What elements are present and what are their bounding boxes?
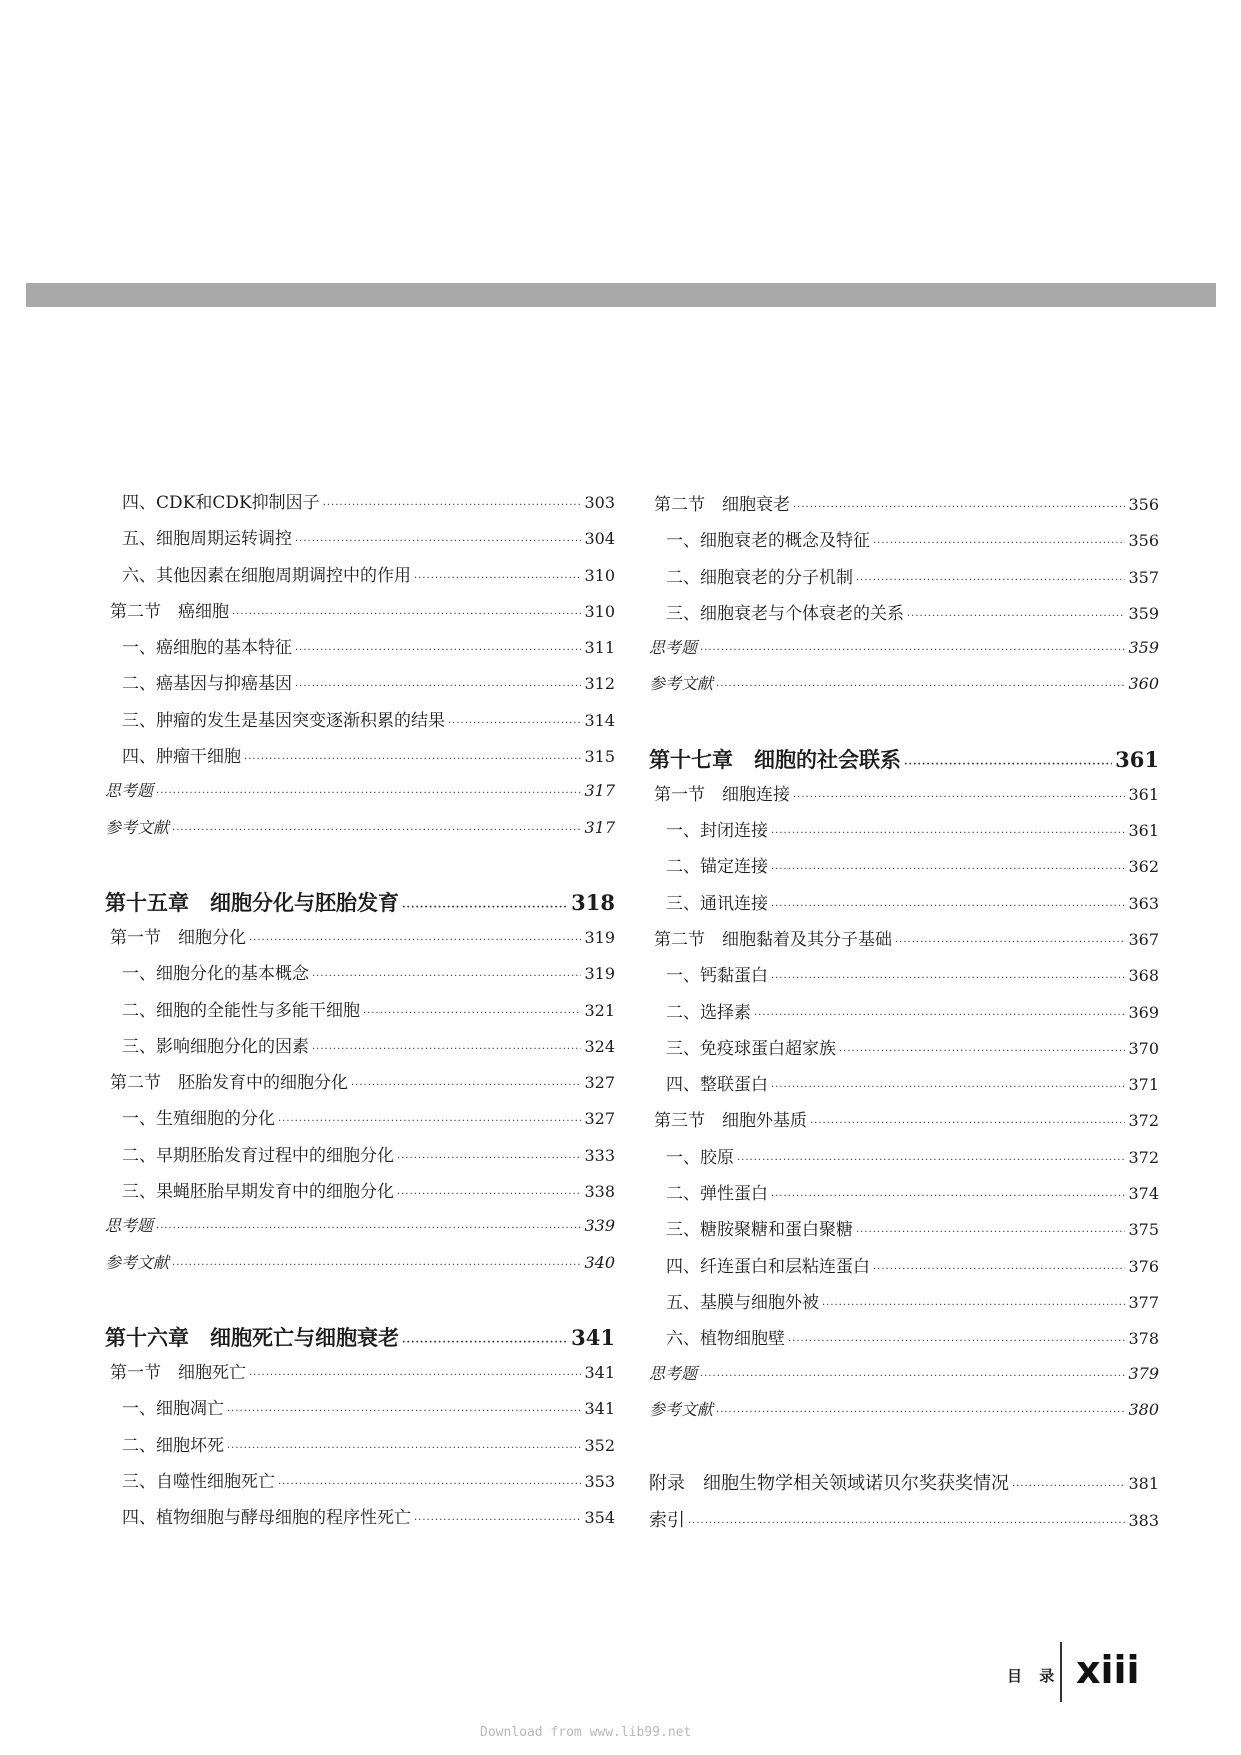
toc-entry-title: 三、肿瘤的发生是基因突变逐渐积累的结果: [122, 710, 445, 731]
toc-entry-title: 四、CDK和CDK抑制因子: [122, 493, 320, 513]
toc-entry-title: 一、细胞分化的基本概念: [122, 964, 309, 985]
toc-entry-item: [105, 1467, 615, 1503]
toc-entry-title: 参考文献: [105, 817, 170, 837]
footer-divider: [1060, 1642, 1062, 1702]
toc-entry-title: 第一节 细胞分化: [110, 927, 246, 948]
toc-entry-page: 341: [584, 1399, 615, 1419]
dot-leader: [172, 825, 581, 836]
toc-entry-item: [105, 1032, 615, 1068]
toc-entry-page: 312: [584, 674, 615, 694]
dot-leader: [232, 609, 581, 620]
toc-entry-title: 三、细胞衰老与个体衰老的关系: [666, 603, 904, 624]
toc-entry-misc: [649, 1361, 1159, 1397]
toc-entry-page: 304: [584, 529, 615, 549]
toc-entry-page: 376: [1128, 1256, 1159, 1276]
dot-leader: [700, 645, 1125, 656]
toc-entry-page: 333: [584, 1145, 615, 1165]
toc-entry-title: 第三节 细胞外基质: [654, 1111, 807, 1132]
toc-entry-page: 319: [584, 964, 615, 984]
dot-leader: [414, 1515, 581, 1526]
toc-entry-title: 三、通讯连接: [666, 893, 768, 914]
toc-entry-page: 317: [584, 817, 615, 837]
toc-entry-item: [649, 563, 1159, 599]
toc-entry-title: 三、果蝇胚胎早期发育中的细胞分化: [122, 1182, 394, 1203]
toc-entry-item: [105, 1503, 615, 1539]
toc-entry-section: [649, 490, 1159, 526]
toc-entry-misc: [105, 815, 615, 851]
toc-entry-title: 第二节 癌细胞: [110, 601, 229, 622]
toc-entry-title: 一、封闭连接: [666, 821, 768, 842]
toc-entry-page: 359: [1128, 603, 1159, 623]
toc-entry-item: [649, 1143, 1159, 1179]
toc-entry-page: 327: [584, 1073, 615, 1093]
toc-entry-title: 一、细胞衰老的概念及特征: [666, 531, 870, 552]
dot-leader: [688, 1518, 1125, 1529]
toc-entry-title: 六、植物细胞壁: [666, 1329, 785, 1350]
dot-leader: [793, 792, 1125, 803]
toc-entry-item: [649, 1324, 1159, 1360]
dot-leader: [839, 1046, 1125, 1057]
toc-entry-page: 352: [584, 1435, 615, 1455]
toc-entry-title: 二、细胞的全能性与多能干细胞: [122, 1000, 360, 1021]
toc-entry-title: 思考题: [105, 781, 154, 801]
dot-leader: [771, 1082, 1125, 1093]
toc-entry-title: 索引: [649, 1510, 685, 1532]
toc-entry-misc: [649, 1397, 1159, 1433]
dot-leader: [323, 500, 582, 511]
toc-entry-page: 371: [1128, 1075, 1159, 1095]
dot-leader: [873, 538, 1125, 549]
toc-entry-page: 383: [1128, 1511, 1159, 1531]
dot-leader: [249, 1370, 581, 1381]
dot-leader: [873, 1264, 1125, 1275]
toc-entry-section: [649, 925, 1159, 961]
toc-entry-title: 思考题: [649, 638, 698, 658]
dot-leader: [771, 1191, 1125, 1202]
dot-leader: [771, 864, 1125, 875]
toc-entry-item: [105, 1177, 615, 1213]
toc-entry-title: 附录 细胞生物学相关领域诺贝尔奖获奖情况: [649, 1473, 1009, 1495]
toc-entry-title: 六、其他因素在细胞周期调控中的作用: [122, 565, 411, 586]
toc-entry-title: 第二节 细胞衰老: [654, 495, 790, 515]
toc-entry-title: 参考文献: [649, 674, 714, 694]
dot-leader: [822, 1300, 1125, 1311]
toc-entry-title: 第二节 细胞黏着及其分子基础: [654, 929, 892, 950]
toc-entry-section: [649, 1106, 1159, 1142]
dot-leader: [351, 1080, 581, 1091]
toc-entry-page: 310: [584, 565, 615, 585]
toc-entry-page: 359: [1128, 638, 1159, 658]
toc-entry-title: 二、细胞衰老的分子机制: [666, 567, 853, 588]
toc-entry-item: [105, 633, 615, 669]
toc-entry-item: [649, 1179, 1159, 1215]
header-gray-band: [26, 283, 1216, 307]
toc-entry-item: [649, 1034, 1159, 1070]
dot-leader: [716, 681, 1125, 692]
toc-entry-title: 思考题: [105, 1216, 154, 1236]
toc-entry-page: 341: [584, 1362, 615, 1382]
toc-entry-title: 参考文献: [649, 1399, 714, 1419]
toc-entry-page: 370: [1128, 1038, 1159, 1058]
toc-entry-title: 三、糖胺聚糖和蛋白聚糖: [666, 1220, 853, 1241]
dot-leader: [771, 901, 1125, 912]
toc-entry-item: [105, 742, 615, 778]
toc-entry-section: [649, 780, 1159, 816]
dot-leader: [156, 1223, 581, 1234]
toc-entry-page: 372: [1128, 1111, 1159, 1131]
download-watermark: Download from www.lib99.net: [480, 1725, 692, 1740]
toc-entry-title: 五、基膜与细胞外被: [666, 1292, 819, 1313]
toc-entry-item: [649, 526, 1159, 562]
toc-entry-page: 379: [1128, 1363, 1159, 1383]
toc-entry-page: 381: [1128, 1474, 1159, 1494]
toc-entry-title: 一、细胞凋亡: [122, 1399, 224, 1420]
toc-entry-item: [649, 1288, 1159, 1324]
toc-entry-section: [105, 597, 615, 633]
toc-entry-item: [649, 852, 1159, 888]
toc-entry-item: [105, 488, 615, 524]
dot-leader: [397, 1189, 581, 1200]
toc-entry-item: [649, 1215, 1159, 1251]
dot-leader: [448, 718, 581, 729]
toc-entry-title: 五、细胞周期运转调控: [122, 529, 292, 550]
toc-entry-page: 303: [584, 493, 615, 512]
toc-entry-chapter: [105, 1322, 615, 1358]
toc-entry-title: 一、胶原: [666, 1147, 734, 1168]
toc-entry-title: 二、癌基因与抑癌基因: [122, 674, 292, 695]
dot-leader: [363, 1008, 581, 1019]
toc-entry-page: 378: [1128, 1329, 1159, 1349]
toc-entry-section: [105, 1068, 615, 1104]
dot-leader: [414, 573, 581, 584]
dot-leader: [244, 754, 581, 765]
toc-entry-page: 362: [1128, 857, 1159, 877]
toc-entry-title: 第十五章 细胞分化与胚胎发育: [105, 889, 399, 915]
dot-leader: [278, 1116, 581, 1127]
toc-entry-page: 374: [1128, 1184, 1159, 1204]
toc-entry-page: 356: [1128, 531, 1159, 551]
footer-section-label: 目 录: [1007, 1667, 1061, 1685]
toc-entry-page: 372: [1128, 1147, 1159, 1167]
dot-leader: [295, 681, 581, 692]
toc-entry-item: [649, 961, 1159, 997]
dot-leader: [856, 575, 1125, 586]
toc-entry-item: [105, 669, 615, 705]
toc-entry-title: 三、影响细胞分化的因素: [122, 1036, 309, 1057]
toc-entry-title: 二、锚定连接: [666, 857, 768, 878]
toc-entry-title: 二、选择素: [666, 1002, 751, 1023]
toc-entry-page: 367: [1128, 929, 1159, 949]
dot-leader: [295, 536, 581, 547]
dot-leader: [227, 1443, 581, 1454]
toc-entry-title: 思考题: [649, 1363, 698, 1383]
toc-entry-appendix: [649, 1506, 1159, 1543]
toc-entry-item: [649, 816, 1159, 852]
toc-entry-title: 一、癌细胞的基本特征: [122, 638, 292, 659]
toc-entry-page: 310: [584, 601, 615, 621]
toc-entry-page: 327: [584, 1109, 615, 1129]
dot-leader: [172, 1260, 581, 1271]
toc-entry-item: [105, 1104, 615, 1140]
toc-entry-item: [649, 889, 1159, 925]
toc-entry-section: [105, 923, 615, 959]
toc-entry-title: 四、肿瘤干细胞: [122, 747, 241, 768]
toc-entry-page: 311: [584, 638, 615, 658]
dot-leader: [249, 935, 581, 946]
toc-entry-title: 四、植物细胞与酵母细胞的程序性死亡: [122, 1508, 411, 1529]
dot-leader: [278, 1479, 581, 1490]
toc-entry-misc: [649, 635, 1159, 671]
toc-entry-chapter: [649, 744, 1159, 780]
toc-entry-item: [105, 524, 615, 560]
toc-entry-page: 361: [1115, 746, 1159, 772]
page-number: xiii: [1076, 1648, 1140, 1692]
toc-entry-misc: [105, 1213, 615, 1249]
toc-entry-title: 第一节 细胞死亡: [110, 1362, 246, 1383]
dot-leader: [227, 1406, 581, 1417]
toc-entry-title: 二、弹性蛋白: [666, 1184, 768, 1205]
toc-entry-title: 第十七章 细胞的社会联系: [649, 746, 901, 772]
toc-entry-title: 第二节 胚胎发育中的细胞分化: [110, 1073, 348, 1094]
dot-leader: [312, 971, 581, 982]
dot-leader: [397, 1153, 581, 1164]
toc-entry-item: [649, 599, 1159, 635]
toc-entry-page: 315: [584, 747, 615, 767]
dot-leader: [771, 828, 1125, 839]
toc-entry-misc: [105, 778, 615, 814]
toc-entry-page: 317: [584, 781, 615, 801]
dot-leader: [895, 937, 1125, 948]
toc-entry-title: 二、细胞坏死: [122, 1435, 224, 1456]
toc-entry-title: 四、整联蛋白: [666, 1075, 768, 1096]
toc-entry-item: [105, 959, 615, 995]
dot-leader: [402, 902, 568, 913]
dot-leader: [312, 1044, 581, 1055]
toc-entry-title: 四、纤连蛋白和层粘连蛋白: [666, 1256, 870, 1277]
dot-leader: [904, 759, 1112, 770]
toc-entry-item: [105, 1431, 615, 1467]
toc-entry-page: 363: [1128, 893, 1159, 913]
toc-entry-item: [105, 1394, 615, 1430]
toc-entry-page: 318: [571, 889, 615, 915]
toc-entry-title: 三、自噬性细胞死亡: [122, 1471, 275, 1492]
toc-entry-page: 375: [1128, 1220, 1159, 1240]
toc-entry-item: [649, 1070, 1159, 1106]
dot-leader: [156, 788, 581, 799]
toc-entry-page: 321: [584, 1000, 615, 1020]
toc-entry-page: 319: [584, 927, 615, 947]
dot-leader: [856, 1227, 1125, 1238]
toc-entry-page: 356: [1128, 495, 1159, 514]
toc-entry-title: 一、生殖细胞的分化: [122, 1109, 275, 1130]
toc-entry-page: 354: [584, 1508, 615, 1528]
toc-entry-page: 368: [1128, 966, 1159, 986]
toc-entry-misc: [105, 1250, 615, 1286]
toc-entry-page: 380: [1128, 1399, 1159, 1419]
toc-entry-item: [649, 1252, 1159, 1288]
toc-entry-page: 357: [1128, 567, 1159, 587]
toc-entry-item: [105, 561, 615, 597]
dot-leader: [810, 1118, 1125, 1129]
toc-entry-item: [649, 998, 1159, 1034]
toc-entry-title: 二、早期胚胎发育过程中的细胞分化: [122, 1145, 394, 1166]
toc-entry-title: 第十六章 细胞死亡与细胞衰老: [105, 1324, 399, 1350]
toc-entry-misc: [649, 671, 1159, 707]
dot-leader: [788, 1336, 1125, 1347]
toc-entry-page: 360: [1128, 674, 1159, 694]
dot-leader: [907, 611, 1125, 622]
toc-entry-page: 361: [1128, 784, 1159, 804]
toc-entry-page: 338: [584, 1182, 615, 1202]
toc-entry-title: 一、钙黏蛋白: [666, 966, 768, 987]
dot-leader: [402, 1337, 568, 1348]
toc-column-left: [105, 488, 615, 1539]
dot-leader: [754, 1010, 1125, 1021]
dot-leader: [793, 502, 1125, 513]
toc-entry-page: 369: [1128, 1002, 1159, 1022]
toc-entry-page: 361: [1128, 821, 1159, 841]
toc-column-right: [649, 490, 1159, 1543]
dot-leader: [716, 1407, 1125, 1418]
toc-entry-page: 353: [584, 1471, 615, 1491]
toc-entry-item: [105, 706, 615, 742]
toc-entry-title: 参考文献: [105, 1252, 170, 1272]
toc-entry-chapter: [105, 887, 615, 923]
toc-entry-item: [105, 1141, 615, 1177]
toc-entry-page: 339: [584, 1216, 615, 1236]
toc-entry-page: 340: [584, 1252, 615, 1272]
toc-entry-appendix: [649, 1469, 1159, 1506]
toc-entry-page: 324: [584, 1036, 615, 1056]
dot-leader: [771, 973, 1125, 984]
toc-entry-page: 341: [571, 1324, 615, 1350]
toc-entry-page: 377: [1128, 1292, 1159, 1312]
dot-leader: [295, 645, 581, 656]
toc-entry-title: 三、免疫球蛋白超家族: [666, 1038, 836, 1059]
toc-entry-section: [105, 1358, 615, 1394]
dot-leader: [700, 1371, 1125, 1382]
toc-entry-page: 314: [584, 710, 615, 730]
dot-leader: [737, 1155, 1125, 1166]
toc-entry-item: [105, 996, 615, 1032]
toc-entry-title: 第一节 细胞连接: [654, 784, 790, 805]
dot-leader: [1012, 1481, 1125, 1492]
